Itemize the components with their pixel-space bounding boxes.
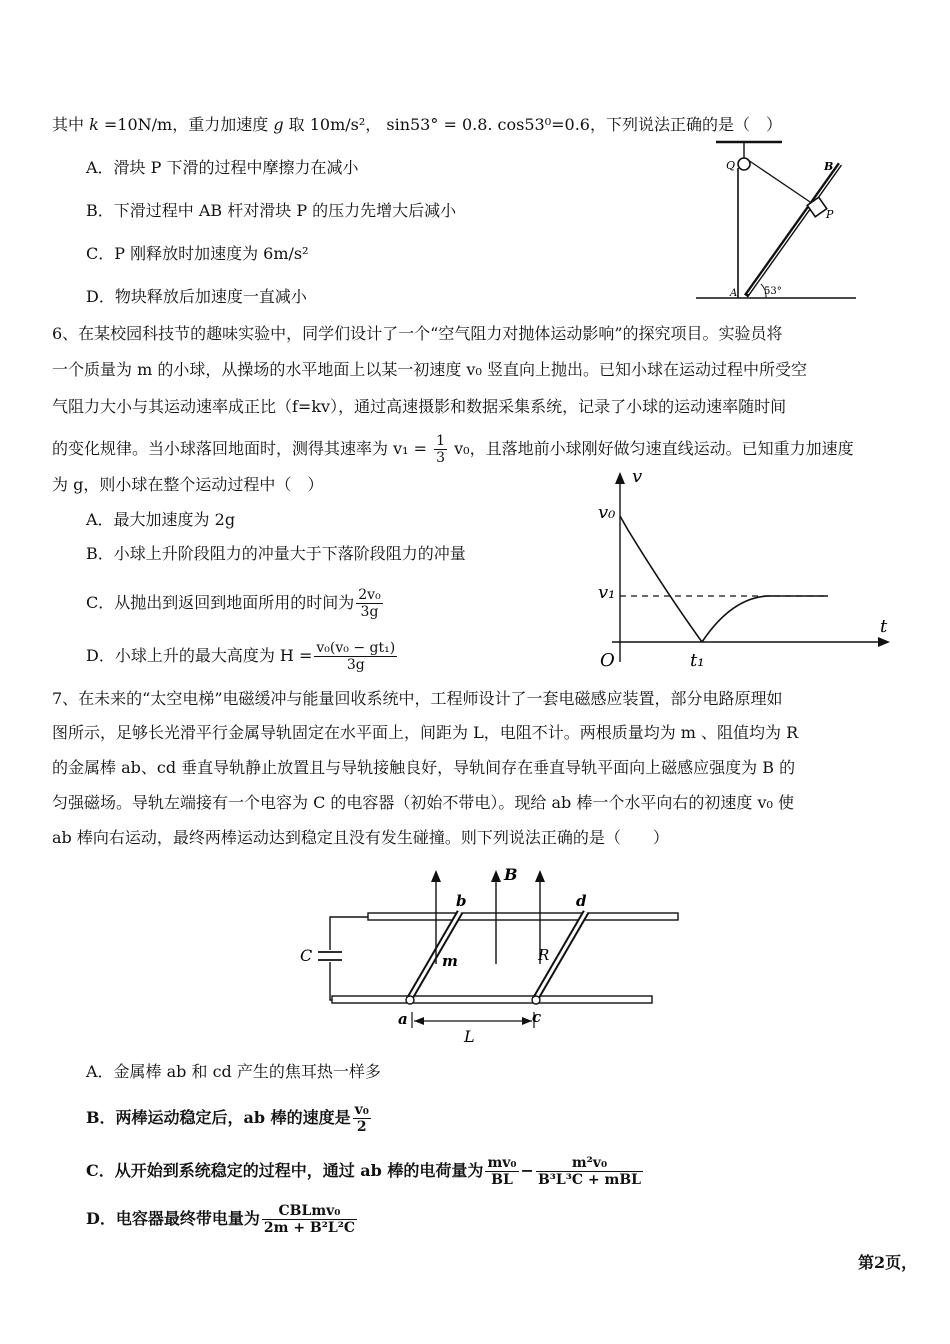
- q7-circuit-figure: [290, 860, 690, 1050]
- spacing-label-l: L: [464, 1027, 475, 1046]
- q6-line-4: 的变化规律。当小球落回地面时，测得其速率为 v₁ = $\frac{1}{3}$ v₀，且落地前小球刚好做匀速直线运动。已知重力加速度: [52, 433, 854, 466]
- field-label-b: B: [504, 865, 518, 884]
- rod-label-c: c: [532, 1008, 542, 1026]
- capacitor-label: C: [300, 946, 313, 965]
- v0-label: v₀: [598, 502, 616, 523]
- v-axis-label: v: [632, 468, 643, 487]
- q5-stem: 其中 k =10N/m，重力加速度 g 取 10m/s²， sin53° = 0.8. cos53⁰=0.6，下列说法正确的是（ ）: [52, 115, 782, 134]
- rod-label-d: d: [576, 892, 587, 910]
- rod-label-b: b: [456, 892, 467, 910]
- rod-label-a: a: [398, 1010, 408, 1028]
- q7-line-4: 匀强磁场。导轨左端接有一个电容为 C 的电容器（初始不带电）。现给 ab 棒一个水平向右的初速度 v₀ 使: [52, 793, 794, 812]
- fraction: $\frac{\text{m²v₀}}{\text{B³L³C + mBL}}$: [537, 1155, 641, 1188]
- q6-line-5: 为 g，则小球在整个运动过程中（ ）: [52, 475, 324, 494]
- resistance-label: R: [538, 946, 550, 964]
- t1-label: t₁: [690, 650, 705, 671]
- fig-label-p: P: [826, 208, 834, 221]
- q5-option-c: C．P 刚释放时加速度为 6m/s²: [86, 244, 309, 263]
- mass-label: m: [442, 952, 458, 970]
- fig-label-a: A: [730, 288, 738, 299]
- fraction: $\frac{\text{v₀}}{2}$: [354, 1102, 369, 1135]
- q6-option-a: A．最大加速度为 2g: [86, 510, 236, 529]
- fraction: $\frac{\text{mv₀}}{BL}$: [487, 1155, 517, 1188]
- fraction: $\frac{1}{3}$: [436, 433, 446, 466]
- q7-line-1: 7、在未来的“太空电梯”电磁缓冲与能量回收系统中，工程师设计了一套电磁感应装置，部分电路原理如: [52, 689, 783, 708]
- q6-option-c: C．从抛出到返回到地面所用的时间为 $\frac{\text{2v₀}}{3g}$: [86, 587, 381, 620]
- q6-vt-graph: [594, 468, 894, 676]
- q6-option-d: D．小球上升的最大高度为 H = $\frac{\text{v₀(v₀ − gt₁)}}{3g}$: [86, 640, 396, 673]
- v1-label: v₁: [598, 582, 616, 603]
- q7-option-b: B．两棒运动稳定后，ab 棒的速度是 $\frac{\text{v₀}}{2}$: [86, 1102, 369, 1135]
- page-number: 第2页，: [858, 1253, 918, 1272]
- q7-line-5: ab 棒向右运动，最终两棒运动达到稳定且没有发生碰撞。则下列说法正确的是（ ）: [52, 828, 669, 847]
- fig-label-b: B: [824, 160, 834, 173]
- q7-option-d: D．电容器最终带电量为 $\frac{\text{CBLmv₀}}{\text{2m + B²L²C}}$: [86, 1203, 356, 1236]
- q6-option-b: B．小球上升阶段阻力的冲量大于下落阶段阻力的冲量: [86, 544, 466, 563]
- q6-line-2: 一个质量为 m 的小球，从操场的水平地面上以某一初速度 v₀ 竖直向上抛出。已知小球在运动过程中所受空: [52, 360, 807, 379]
- origin-label: O: [600, 650, 615, 671]
- q5-option-b: B．下滑过程中 AB 杆对滑块 P 的压力先增大后减小: [86, 201, 457, 220]
- fraction: $\frac{\text{CBLmv₀}}{\text{2m + B²L²C}}$: [263, 1203, 356, 1236]
- q6-line-1: 6、在某校园科技节的趣味实验中，同学们设计了一个“空气阻力对抛体运动影响”的探究项目。实验员将: [52, 324, 783, 343]
- fraction: $\frac{\text{v₀(v₀ − gt₁)}}{3g}$: [316, 640, 396, 673]
- q7-option-c: C．从开始到系统稳定的过程中，通过 ab 棒的电荷量为 $\frac{\text{mv₀}}{BL}$ − $\frac{\text{m²v₀}}{\text{B³L³C + mBL}}$: [86, 1155, 641, 1188]
- fig-label-q: Q: [726, 159, 736, 172]
- q5-figure: [690, 136, 860, 308]
- q5-option-d: D．物块释放后加速度一直减小: [86, 287, 307, 306]
- t-axis-label: t: [880, 616, 888, 637]
- q5-option-a: A．滑块 P 下滑的过程中摩擦力在减小: [86, 158, 359, 177]
- q6-line-3: 气阻力大小与其运动速率成正比（f=kv），通过高速摄影和数据采集系统，记录了小球的运动速率随时间: [52, 397, 787, 416]
- fraction: $\frac{\text{2v₀}}{3g}$: [358, 587, 381, 620]
- q7-option-a: A．金属棒 ab 和 cd 产生的焦耳热一样多: [86, 1062, 381, 1081]
- q7-line-2: 图所示，足够长光滑平行金属导轨固定在水平面上，间距为 L，电阻不计。两根质量均为 m 、阻值均为 R: [52, 723, 799, 742]
- fig-label-angle: 53°: [764, 286, 782, 297]
- q7-line-3: 的金属棒 ab、cd 垂直导轨静止放置且与导轨接触良好，导轨间存在垂直导轨平面向上磁感应强度为 B 的: [52, 758, 796, 777]
